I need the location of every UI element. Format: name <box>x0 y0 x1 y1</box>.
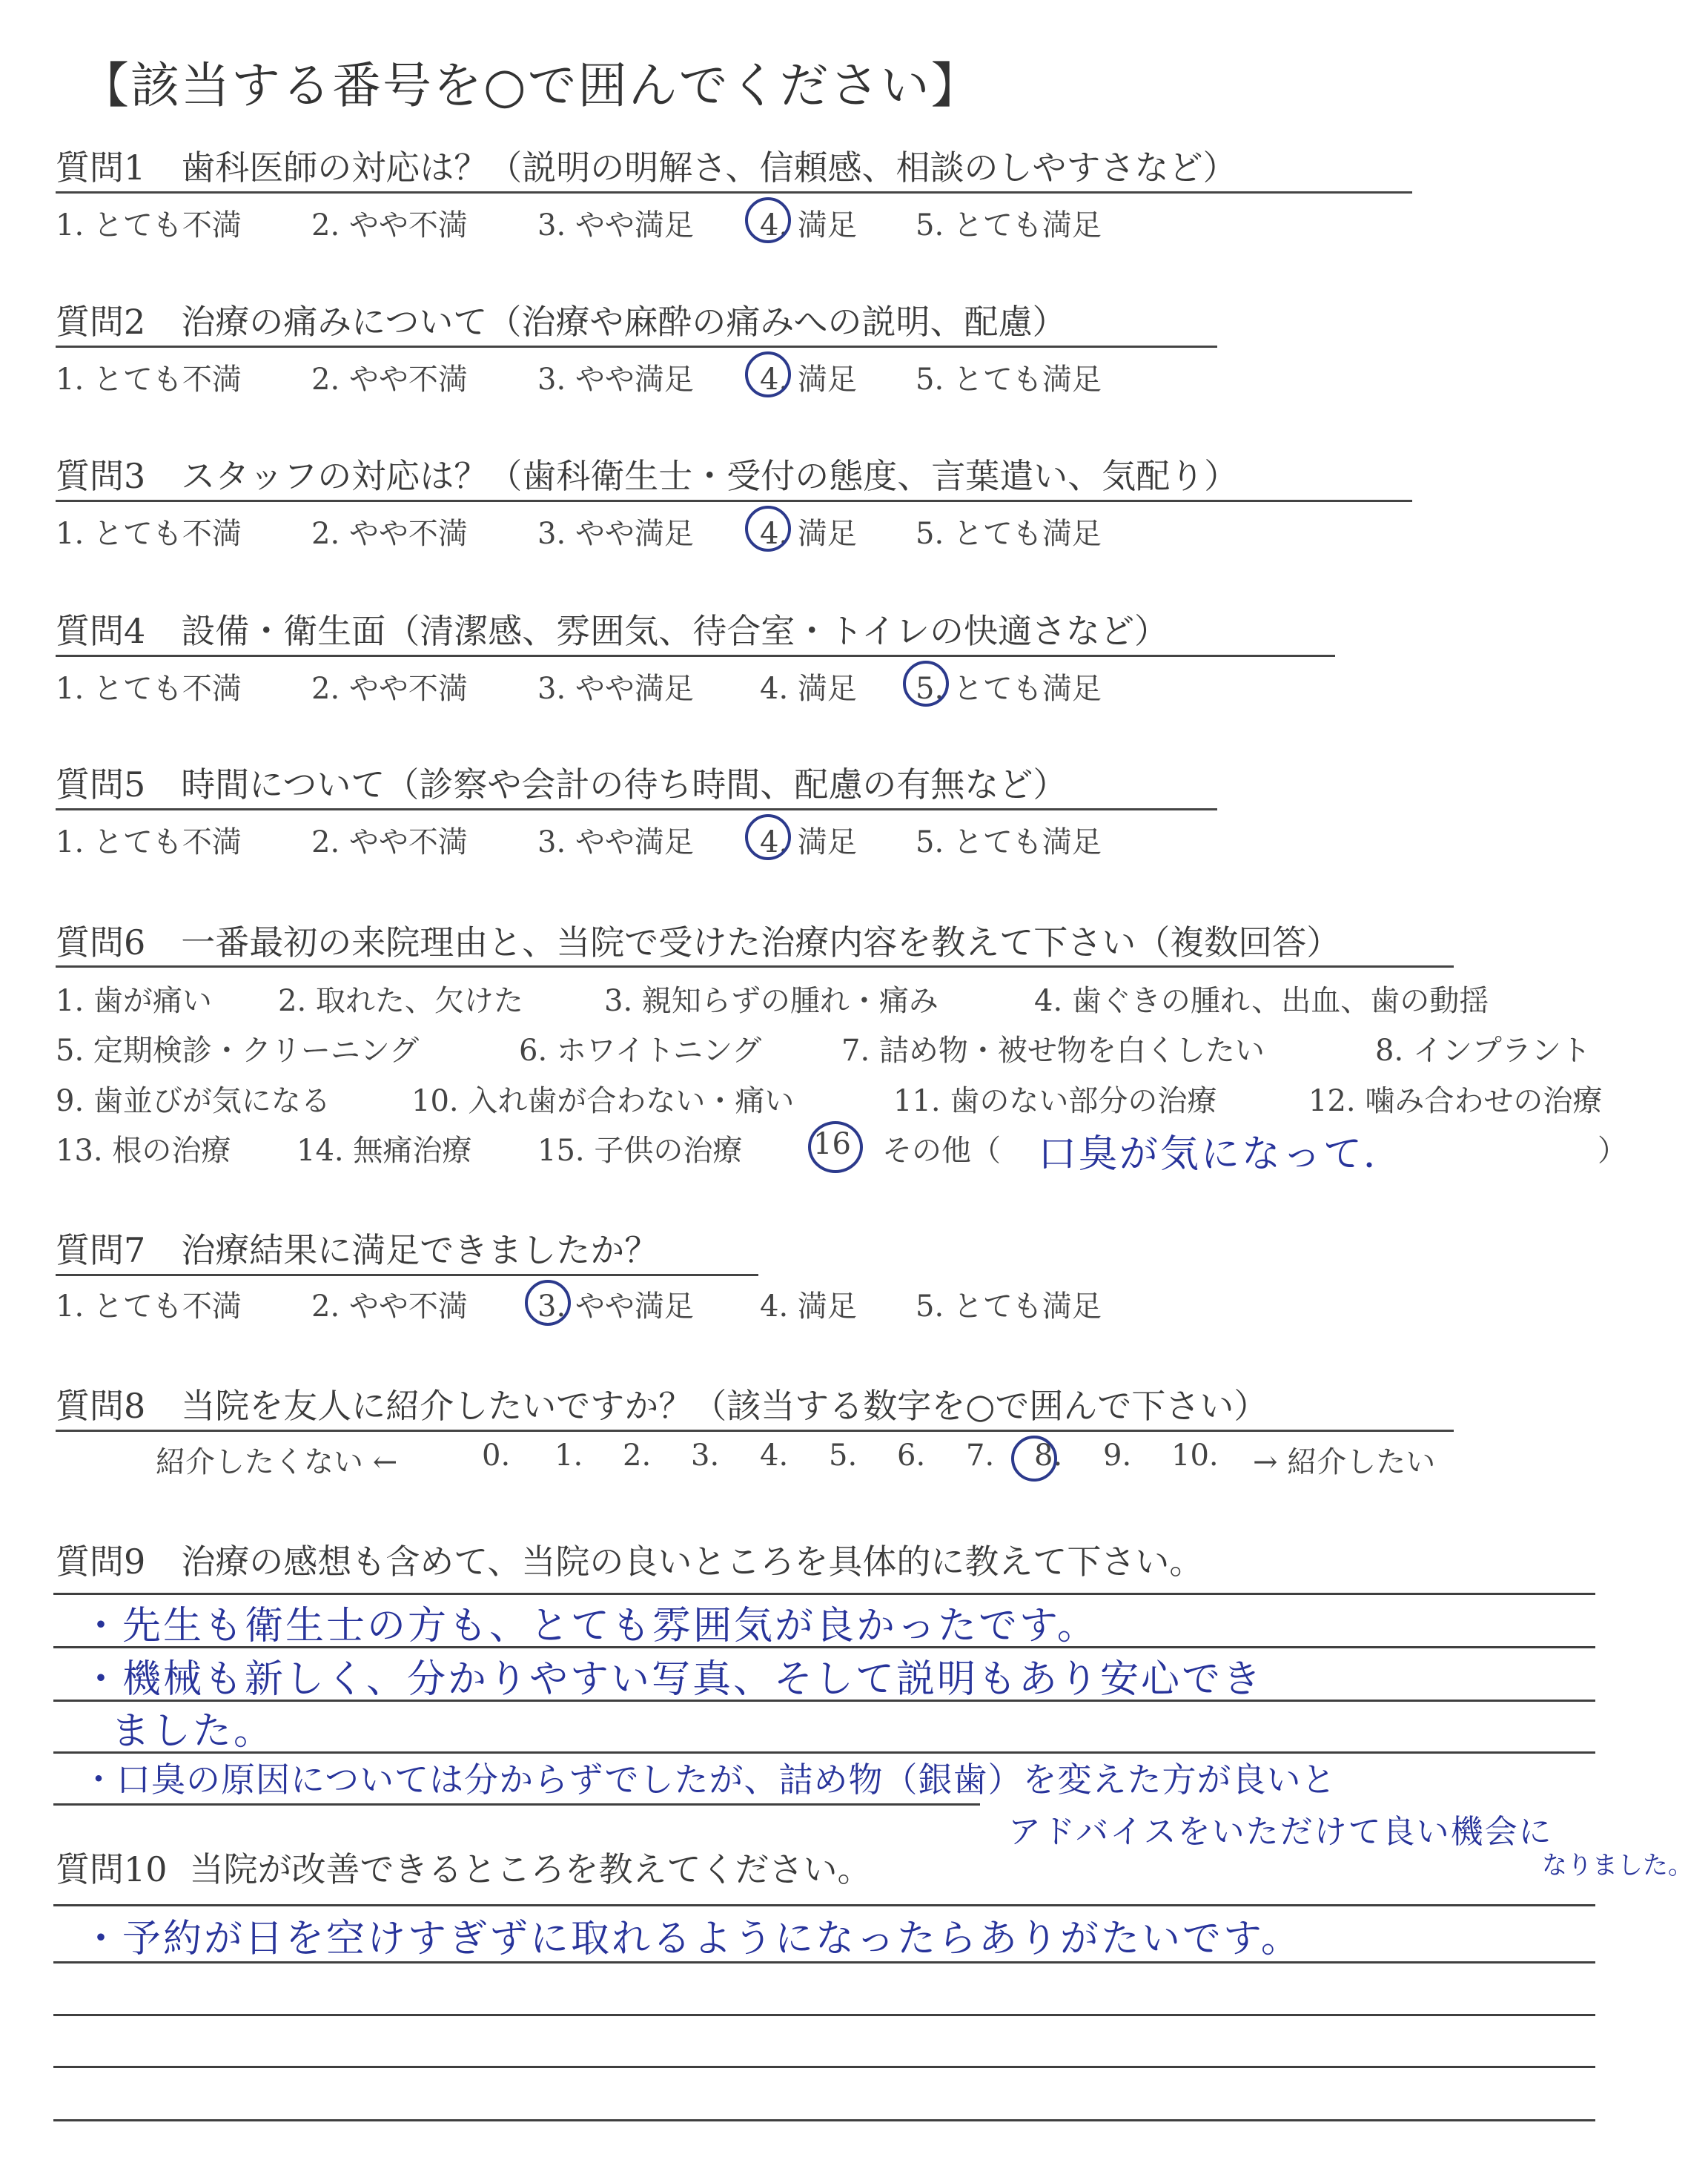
q6-option-9[interactable]: 9. 歯並びが気になる <box>56 1084 331 1118</box>
q8-scale-value-8[interactable]: 8. <box>1034 1439 1063 1473</box>
q3-underline <box>56 500 1412 502</box>
q8-scale-value-6[interactable]: 6. <box>897 1439 926 1473</box>
q6-option-1[interactable]: 1. 歯が痛い <box>56 984 212 1018</box>
q9-answer-line-5 <box>53 1803 980 1806</box>
q3-number: 質問3 <box>56 456 146 496</box>
q7-heading <box>56 1223 658 1272</box>
q8-scale <box>156 1439 1527 1483</box>
q6-option-11[interactable]: 11. 歯のない部分の治療 <box>893 1084 1217 1118</box>
q3-options <box>56 510 1612 555</box>
q5-option-1[interactable]: 1. とても不満 <box>56 825 242 859</box>
q1-option-3[interactable]: 3. やや満足 <box>537 208 694 242</box>
q7-options <box>56 1283 1612 1327</box>
q6-row-4 <box>56 1127 1672 1179</box>
q2-option-1[interactable]: 1. とても不満 <box>56 363 242 397</box>
q8-scale-value-7[interactable]: 7. <box>966 1439 995 1473</box>
q3-option-4[interactable]: 4. 満足 <box>760 517 857 551</box>
q6-option-16-label: その他（ <box>882 1134 1001 1168</box>
q7-text: 治療結果に満足できましたか？ <box>181 1230 659 1270</box>
q6-other-handwritten[interactable]: 口臭が気になって． <box>1038 1132 1404 1177</box>
q5-number: 質問5 <box>56 764 146 805</box>
q2-text: 治療の痛みについて（治療や麻酔の痛みへの説明、配慮） <box>181 302 1067 342</box>
q10-answer-line-3 <box>53 2014 1595 2016</box>
q6-option-6[interactable]: 6. ホワイトニング <box>519 1034 762 1068</box>
q9-answer-1[interactable]: ・先生も衛生士の方も、とても雰囲気が良かったです。 <box>82 1604 1098 1648</box>
q8-selection-circle <box>1011 1436 1057 1482</box>
q8-right-label: → 紹介したい <box>1253 1445 1436 1479</box>
q7-option-1[interactable]: 1. とても不満 <box>56 1289 242 1324</box>
q4-text: 設備・衛生面（清潔感、雰囲気、待合室・トイレの快適さなど） <box>181 611 1168 651</box>
q9-answer-5[interactable]: アドバイスをいただけて良い機会に <box>1008 1813 1553 1851</box>
q6-option-13[interactable]: 13. 根の治療 <box>56 1134 231 1168</box>
page-title: 【該当する番号を○で囲んでください】 <box>80 57 982 114</box>
q8-scale-value-3[interactable]: 3. <box>691 1439 720 1473</box>
q10-text: 当院が改善できるところを教えてください。 <box>189 1849 872 1889</box>
q7-number: 質問7 <box>56 1230 146 1270</box>
q1-option-4[interactable]: 4. 満足 <box>760 208 857 242</box>
q8-scale-value-2[interactable]: 2. <box>623 1439 652 1473</box>
q5-option-4[interactable]: 4. 満足 <box>760 825 857 859</box>
q10-answer-1[interactable]: ・予約が日を空けすぎずに取れるようになったらありがたいです。 <box>82 1917 1302 1961</box>
q7-option-3[interactable]: 3. やや満足 <box>537 1289 694 1324</box>
q1-number: 質問1 <box>56 148 146 188</box>
q1-underline <box>56 191 1412 194</box>
q1-option-5[interactable]: 5. とても満足 <box>916 208 1102 242</box>
q8-left-label: 紹介したくない ← <box>156 1445 398 1479</box>
q1-text: 歯科医師の対応は？（説明の明解さ、信頼感、相談のしやすさなど） <box>181 148 1237 188</box>
q5-options <box>56 819 1612 863</box>
q4-option-3[interactable]: 3. やや満足 <box>537 672 694 706</box>
q9-answer-4[interactable]: ・口臭の原因については分からずでしたが、詰め物（銀歯）を変えた方が良いと <box>82 1760 1337 1800</box>
q7-underline <box>56 1274 758 1276</box>
q6-option-2[interactable]: 2. 取れた、欠けた <box>278 984 523 1018</box>
q9-answer-3[interactable]: ました。 <box>111 1709 275 1754</box>
q5-heading <box>56 758 1067 807</box>
q6-heading <box>56 916 1340 965</box>
q6-option-15[interactable]: 15. 子供の治療 <box>537 1134 743 1168</box>
q9-text: 治療の感想も含めて、当院の良いところを具体的に教えて下さい。 <box>181 1542 1204 1582</box>
q6-row-2 <box>56 1027 1672 1071</box>
q4-selection-circle <box>903 661 949 707</box>
q5-option-3[interactable]: 3. やや満足 <box>537 825 694 859</box>
q3-text: スタッフの対応は？（歯科衛生士・受付の態度、言葉遣い、気配り） <box>181 456 1239 496</box>
q2-option-4[interactable]: 4. 満足 <box>760 363 857 397</box>
q10-answer-line-5 <box>53 2119 1595 2121</box>
q2-number: 質問2 <box>56 302 146 342</box>
q4-number: 質問4 <box>56 611 146 651</box>
q6-option-16-number[interactable]: 16 <box>813 1127 851 1161</box>
q8-scale-value-9[interactable]: 9. <box>1103 1439 1132 1473</box>
q8-underline <box>56 1430 1454 1432</box>
q6-option-7[interactable]: 7. 詰め物・被せ物を白くしたい <box>841 1034 1265 1068</box>
q7-option-5[interactable]: 5. とても満足 <box>916 1289 1102 1324</box>
q6-option-10[interactable]: 10. 入れ歯が合わない・痛い <box>411 1084 795 1118</box>
q5-option-2[interactable]: 2. やや不満 <box>311 825 468 859</box>
q3-selection-circle <box>745 506 791 552</box>
q2-options <box>56 356 1612 400</box>
q2-option-2[interactable]: 2. やや不満 <box>311 363 468 397</box>
q9-heading <box>56 1535 1203 1584</box>
q6-option-12[interactable]: 12. 噛み合わせの治療 <box>1308 1084 1603 1118</box>
q6-option-8[interactable]: 8. インプラント <box>1375 1034 1591 1068</box>
q4-underline <box>56 655 1335 657</box>
q4-option-2[interactable]: 2. やや不満 <box>311 672 468 706</box>
q8-scale-value-10[interactable]: 10. <box>1171 1439 1219 1473</box>
q4-options <box>56 665 1612 710</box>
q1-option-2[interactable]: 2. やや不満 <box>311 208 468 242</box>
q6-option-4[interactable]: 4. 歯ぐきの腫れ、出血、歯の動揺 <box>1034 984 1489 1018</box>
q4-option-5[interactable]: 5. とても満足 <box>916 672 1102 706</box>
q6-underline <box>56 965 1454 968</box>
q8-text: 当院を友人に紹介したいですか？（該当する数字を○で囲んで下さい） <box>181 1386 1268 1426</box>
q8-scale-value-5[interactable]: 5. <box>829 1439 858 1473</box>
q3-option-1[interactable]: 1. とても不満 <box>56 517 242 551</box>
q4-heading <box>56 604 1168 653</box>
q6-text: 一番最初の来院理由と、当院で受けた治療内容を教えて下さい（複数回答） <box>181 922 1341 962</box>
q3-option-3[interactable]: 3. やや満足 <box>537 517 694 551</box>
q6-number: 質問6 <box>56 922 146 962</box>
q6-option-5[interactable]: 5. 定期検診・クリーニング <box>56 1034 420 1068</box>
q9-number: 質問9 <box>56 1542 146 1582</box>
q3-heading <box>56 449 1238 498</box>
q5-underline <box>56 808 1217 810</box>
q4-option-1[interactable]: 1. とても不満 <box>56 672 242 706</box>
q2-selection-circle <box>745 351 791 397</box>
q10-answer-line-4 <box>53 2066 1595 2068</box>
q7-selection-circle <box>525 1280 571 1326</box>
q2-underline <box>56 346 1217 348</box>
q3-option-2[interactable]: 2. やや不満 <box>311 517 468 551</box>
q2-option-5[interactable]: 5. とても満足 <box>916 363 1102 397</box>
q9-answer-2[interactable]: ・機械も新しく、分かりやすい写真、そして説明もあり安心でき <box>82 1657 1263 1702</box>
q6-selection-circle <box>808 1121 863 1173</box>
q5-selection-circle <box>745 814 791 860</box>
q5-text: 時間について（診察や会計の待ち時間、配慮の有無など） <box>181 764 1068 805</box>
q8-heading <box>56 1379 1268 1428</box>
q1-options <box>56 202 1612 246</box>
q1-selection-circle <box>745 197 791 243</box>
q6-option-3[interactable]: 3. 親知らずの腫れ・痛み <box>604 984 939 1018</box>
q6-other-close: ） <box>1598 1134 1627 1168</box>
q2-option-3[interactable]: 3. やや満足 <box>537 363 694 397</box>
q9-answer-6[interactable]: なりました。 <box>1542 1851 1693 1880</box>
q2-heading <box>56 295 1066 344</box>
q6-row-3 <box>56 1077 1672 1122</box>
q6-row-1 <box>56 977 1672 1022</box>
q3-option-5[interactable]: 5. とても満足 <box>916 517 1102 551</box>
q6-option-14[interactable]: 14. 無痛治療 <box>297 1134 472 1168</box>
q4-option-4[interactable]: 4. 満足 <box>760 672 857 706</box>
q7-option-4[interactable]: 4. 満足 <box>760 1289 857 1324</box>
q1-option-1[interactable]: 1. とても不満 <box>56 208 242 242</box>
q8-number: 質問8 <box>56 1386 146 1426</box>
q10-answer-line-1 <box>53 1904 1595 1906</box>
q10-number: 質問10 <box>56 1849 168 1889</box>
q8-scale-value-0[interactable]: 0. <box>482 1439 511 1473</box>
q8-scale-value-1[interactable]: 1. <box>555 1439 583 1473</box>
q8-scale-value-4[interactable]: 4. <box>760 1439 789 1473</box>
q7-option-2[interactable]: 2. やや不満 <box>311 1289 468 1324</box>
q5-option-5[interactable]: 5. とても満足 <box>916 825 1102 859</box>
q10-heading <box>56 1843 872 1892</box>
q1-heading <box>56 141 1237 190</box>
